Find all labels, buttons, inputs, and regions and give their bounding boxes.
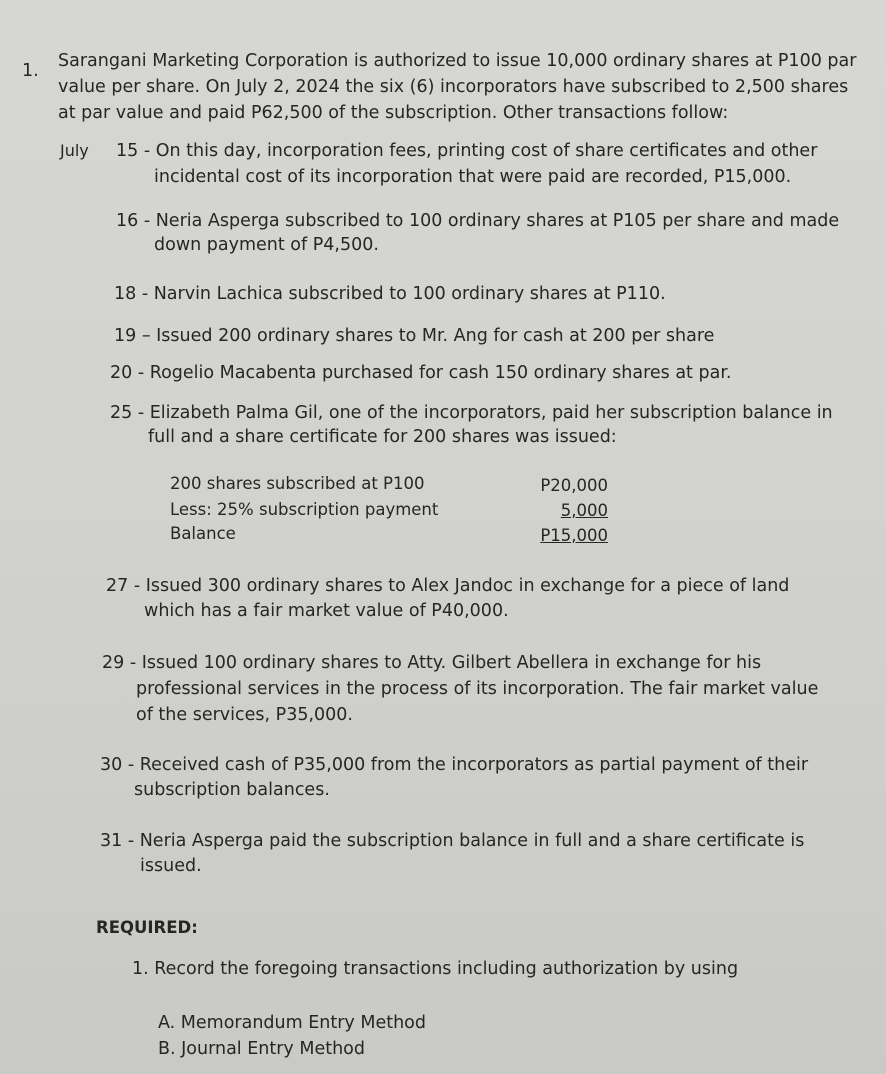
transaction-19-line-1: 19 – Issued 200 ordinary shares to Mr. Ang for cash at 200 per share bbox=[114, 326, 715, 346]
required-option-b: B. Journal Entry Method bbox=[158, 1039, 365, 1059]
transaction-27-line-1: 27 - Issued 300 ordinary shares to Alex Jandoc in exchange for a piece of land bbox=[106, 576, 790, 596]
transaction-31-line-2: issued. bbox=[140, 856, 202, 876]
computation-amount-3: P15,000 bbox=[540, 526, 608, 545]
transaction-18-line-1: 18 - Narvin Lachica subscribed to 100 ordinary shares at P110. bbox=[114, 284, 666, 304]
month-label: July bbox=[60, 141, 89, 160]
intro-line-1: Sarangani Marketing Corporation is authorized to issue 10,000 ordinary shares at P100 par bbox=[58, 51, 857, 71]
computation-amount-1: P20,000 bbox=[540, 476, 608, 495]
required-item-1: 1. Record the foregoing transactions including authorization by using bbox=[132, 959, 739, 979]
transaction-30-line-2: subscription balances. bbox=[134, 780, 330, 800]
transaction-20-line-1: 20 - Rogelio Macabenta purchased for cash 150 ordinary shares at par. bbox=[110, 363, 732, 383]
transaction-27-line-2: which has a fair market value of P40,000. bbox=[144, 601, 509, 621]
transaction-29-line-3: of the services, P35,000. bbox=[136, 705, 353, 725]
computation-label-2: Less: 25% subscription payment bbox=[170, 500, 439, 519]
problem-number: 1. bbox=[22, 61, 39, 81]
computation-label-1: 200 shares subscribed at P100 bbox=[170, 474, 425, 493]
transaction-15-line-2: incidental cost of its incorporation that were paid are recorded, P15,000. bbox=[154, 167, 792, 187]
transaction-25-line-1: 25 - Elizabeth Palma Gil, one of the incorporators, paid her subscription balance in bbox=[110, 403, 833, 423]
transaction-25-line-2: full and a share certificate for 200 shares was issued: bbox=[148, 427, 617, 447]
transaction-16-line-1: 16 - Neria Asperga subscribed to 100 ordinary shares at P105 per share and made bbox=[116, 211, 840, 231]
transaction-15-line-1: 15 - On this day, incorporation fees, printing cost of share certificates and other bbox=[116, 141, 818, 161]
computation-amount-2: 5,000 bbox=[560, 501, 608, 520]
transaction-29-line-2: professional services in the process of its incorporation. The fair market value bbox=[136, 679, 819, 699]
computation-label-3: Balance bbox=[170, 524, 236, 543]
transaction-29-line-1: 29 - Issued 100 ordinary shares to Atty. Gilbert Abellera in exchange for his bbox=[102, 653, 762, 673]
intro-line-3: at par value and paid P62,500 of the subscription. Other transactions follow: bbox=[58, 103, 729, 123]
required-heading: REQUIRED: bbox=[96, 918, 198, 937]
transaction-16-line-2: down payment of P4,500. bbox=[154, 235, 379, 255]
transaction-30-line-1: 30 - Received cash of P35,000 from the incorporators as partial payment of their bbox=[100, 755, 809, 775]
intro-line-2: value per share. On July 2, 2024 the six (6) incorporators have subscribed to 2,500 shares bbox=[58, 77, 849, 97]
transaction-31-line-1: 31 - Neria Asperga paid the subscription balance in full and a share certificate is bbox=[100, 831, 805, 851]
required-option-a: A. Memorandum Entry Method bbox=[158, 1013, 426, 1033]
